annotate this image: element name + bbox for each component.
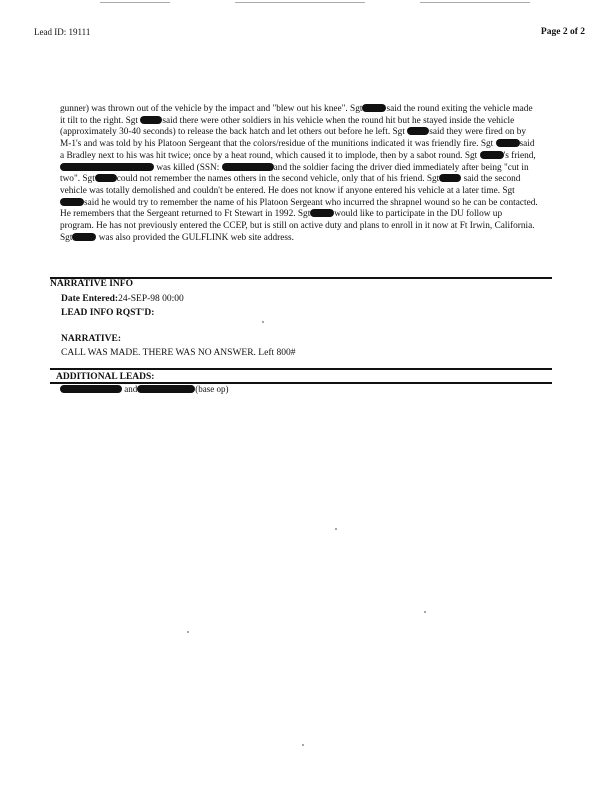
- scan-artifact: [235, 2, 365, 3]
- redaction-bar: [60, 163, 154, 171]
- body-segment: could not remember the names others in the second vehicle, only that of his friend. Sgt: [116, 174, 440, 185]
- page-of-label: of: [569, 27, 578, 37]
- redaction-bar: [95, 174, 117, 182]
- scan-artifact: [424, 611, 426, 613]
- redaction-bar: [310, 209, 334, 217]
- redaction-bar: [72, 233, 96, 241]
- body-segment: was also provided the GULFLINK web site address.: [98, 232, 294, 243]
- redaction-bar: [137, 385, 195, 393]
- redaction-bar: [222, 163, 274, 171]
- body-segment: was killed (SSN:: [156, 162, 220, 173]
- body-segment: gunner) was thrown out of the vehicle by the impact and "blew out his knee". Sgt: [60, 104, 363, 114]
- page-label: Page: [540, 27, 561, 37]
- body-segment: would like to participate in the DU follow up program. He has not previously entered the CCEP, but is still on active duty and plans to enroll in it now at Ft Irwin, California. Sgt: [60, 209, 535, 243]
- narrative-info-heading: NARRATIVE INFO: [50, 279, 133, 289]
- scan-artifact: [302, 744, 304, 746]
- leads-base-op-text: (base op): [195, 384, 229, 394]
- scan-artifact: [100, 2, 170, 3]
- narrative-text: CALL WAS MADE. THERE WAS NO ANSWER. Left 800#: [61, 348, 296, 358]
- redaction-bar: [480, 151, 504, 159]
- body-segment: said there were other soldiers in his vehicle when the round hit but he stayed inside the vehicle (approximately 30-40 seconds) to release the back hatch and let others out before he left. Sgt: [60, 115, 515, 138]
- lead-body-text: [60, 104, 538, 244]
- body-segment: said the second vehicle was totally demolished and couldn't be entered. He does not know if anyone entered his vehicle at a later time. Sgt: [60, 174, 521, 196]
- body-segment: said the round exiting the vehicle made it tilt to the right. Sgt: [60, 104, 533, 126]
- date-entered-value: 24-SEP-98 00:00: [118, 294, 184, 304]
- redaction-bar: [60, 198, 84, 206]
- redaction-bar: [362, 104, 386, 112]
- narrative-label: NARRATIVE:: [61, 334, 121, 344]
- scan-artifact: [335, 528, 337, 530]
- redaction-bar: [496, 139, 520, 147]
- body-segment: said they were fired on by M-1's and was told by his Platoon Sergeant that the colors/residue of the munitions indicated it was friendly fire. Sgt: [60, 127, 527, 150]
- page-current: 2: [562, 27, 568, 37]
- scan-artifact: [262, 321, 264, 323]
- page-number: [541, 27, 585, 37]
- body-segment: 's friend,: [503, 150, 536, 161]
- lead-id: Lead ID: 19111: [34, 27, 91, 37]
- redaction-bar: [439, 174, 461, 182]
- body-segment: and the soldier facing the driver died immediately after being "cut in two". Sgt: [60, 162, 529, 185]
- page-total: 2: [580, 27, 585, 37]
- additional-leads-heading: ADDITIONAL LEADS:: [56, 372, 155, 382]
- date-entered-field: [61, 294, 184, 304]
- scan-artifact: [187, 631, 189, 633]
- scan-artifact: [420, 2, 530, 3]
- additional-leads-list: [60, 384, 229, 394]
- leads-and-text: and: [124, 384, 138, 394]
- body-segment: said a Bradley next to his was hit twice; once by a heat round, which caused it to implode, then by a sabot round. Sgt: [60, 139, 535, 161]
- redaction-bar: [140, 116, 162, 124]
- section-divider: [50, 368, 552, 370]
- date-entered-label: Date Entered:: [61, 294, 119, 304]
- redaction-bar: [60, 385, 122, 393]
- body-segment: said he would try to remember the name of his Platoon Sergeant who incurred the shrapnel wound so he can be contacted. He remembers that the Sergeant returned to Ft Stewart in 1992. Sgt: [60, 197, 538, 220]
- lead-info-requested-label: LEAD INFO RQST'D:: [61, 308, 155, 318]
- redaction-bar: [407, 127, 429, 135]
